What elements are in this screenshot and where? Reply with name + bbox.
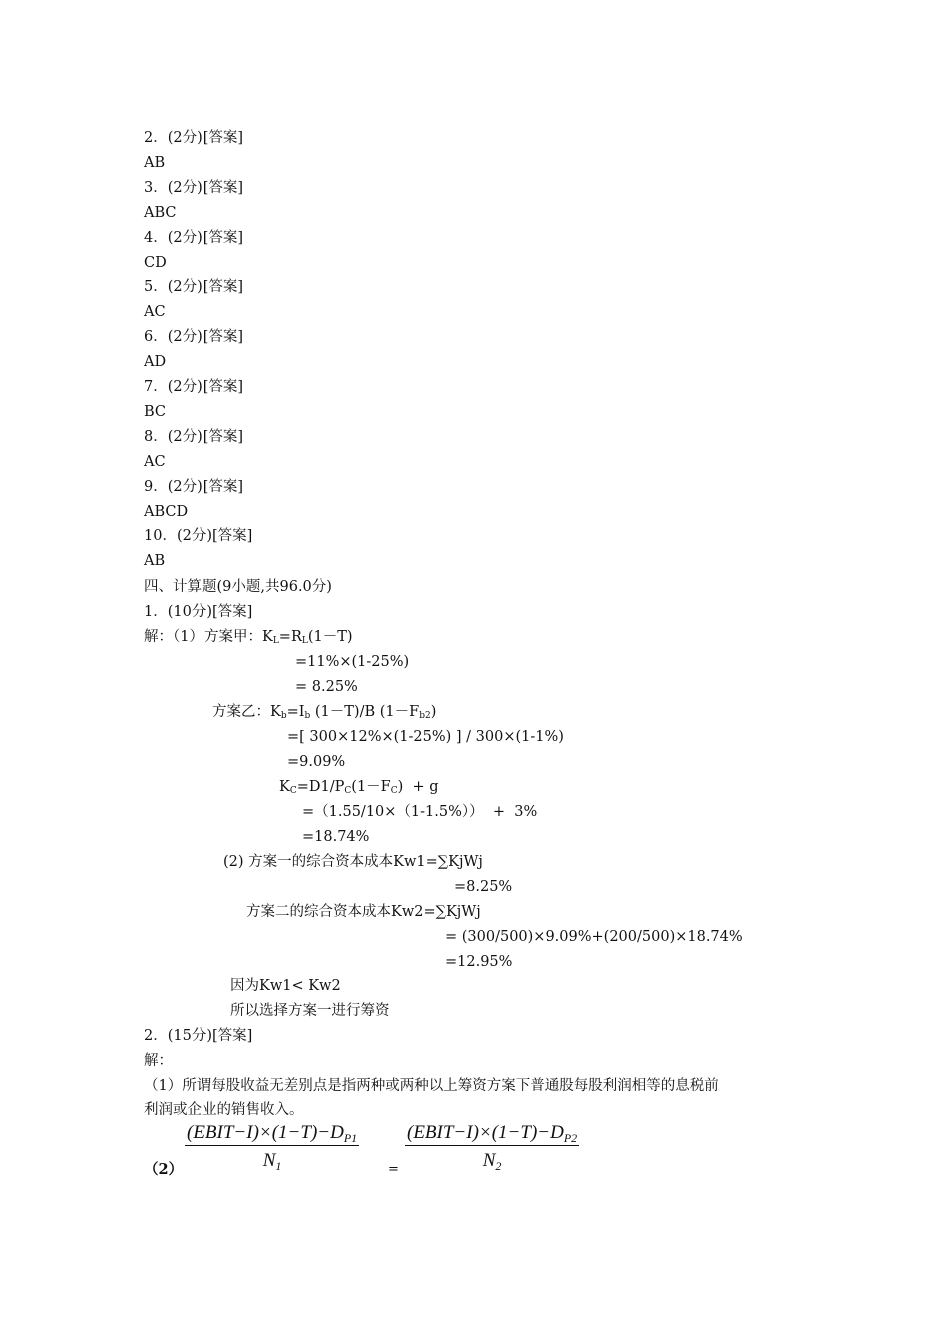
answer-value: AC [144,304,166,321]
formula-line: = 8.25% [295,679,358,695]
numerator [405,1121,579,1146]
text: 方案乙：K [212,704,281,720]
question-header: 1．(10分)[答案] [144,604,253,620]
answer-value: AC [144,453,166,470]
subscript: L [301,636,308,646]
text: =D1/P [296,779,345,795]
text: (1－T) [307,629,353,645]
numerator [185,1121,359,1146]
subscript: P1 [343,1131,358,1145]
subscript: b [280,711,287,721]
paragraph-line: （1）所谓每股收益无差别点是指两种或两种以上筹资方案下普通股每股利润相等的息税前 [144,1078,719,1094]
answer-header: 3．(2分)[答案] [144,179,244,196]
text: ) [430,704,437,720]
text: 解：（1）方案甲：K [144,629,273,645]
subscript: C [344,786,352,796]
denominator [185,1146,359,1176]
fraction-p2 [405,1121,579,1176]
subscript: C [390,786,398,796]
subscript: b [304,711,311,721]
text: N [262,1150,276,1171]
answer-value: CD [144,254,167,271]
formula-line: =11%×(1-25%) [295,654,410,670]
formula-line: =（1.55/10×（1-1.5%）） + 3% [302,804,538,820]
formula-line: =9.09% [287,754,346,770]
text-line: 解： [144,1053,173,1069]
fraction-p1 [185,1121,359,1176]
formula-line [212,703,436,721]
formula-line: (2) 方案一的综合资本成本Kw1=∑KjWj [223,854,483,870]
formula-line: =[ 300×12%×(1-25%) ] / 300×(1-1%) [287,729,564,745]
answer-header: 6．(2分)[答案] [144,329,244,346]
answer-value: ABC [144,204,177,221]
formula-line: =8.25% [454,879,513,895]
answer-header: 4．(2分)[答案] [144,229,244,246]
subscript: C [289,786,297,796]
answer-header: 10．(2分)[答案] [144,528,253,545]
denominator [405,1146,579,1176]
text: (EBIT−I)×(1−T)−D [407,1122,564,1143]
formula-line [144,628,353,646]
answer-value: AB [144,553,166,570]
answer-header: 7．(2分)[答案] [144,379,244,395]
text: =I [286,704,305,720]
equals-sign: = [388,1162,399,1177]
formula-line: = (300/500)×9.09%+(200/500)×18.74% [445,929,743,945]
subscript: L [272,636,279,646]
text: ) + g [397,779,439,795]
subscript: P2 [563,1131,578,1145]
answer-header: 2．(2分)[答案] [144,130,244,146]
paragraph-line: 利润或企业的销售收入。 [144,1102,304,1118]
text: K [279,779,290,795]
text: (1－T)/B (1－F [310,704,420,720]
answer-header: 5．(2分)[答案] [144,279,244,296]
subscript: 2 [495,1159,502,1173]
formula-line: 方案二的综合资本成本Kw2=∑KjWj [246,904,481,920]
question-header: 2．(15分)[答案] [144,1028,253,1044]
section-heading: 四、计算题(9小题,共96.0分) [144,579,332,595]
answer-value: ABCD [144,503,189,520]
answer-header: 8．(2分)[答案] [144,428,244,445]
answer-value: BC [144,404,167,420]
subscript: 1 [275,1159,282,1173]
text: =R [278,629,302,645]
text: N [482,1150,496,1171]
text-line: 所以选择方案一进行筹资 [230,1003,390,1019]
formula-line: =18.74% [302,829,370,845]
text: (EBIT−I)×(1−T)−D [187,1122,344,1143]
answer-value: AD [144,354,167,371]
text-line: 因为Kw1< Kw2 [230,978,341,994]
item-label: （2） [144,1161,184,1178]
answer-header: 9．(2分)[答案] [144,478,244,495]
formula-line [279,778,439,796]
formula-line: =12.95% [445,954,513,970]
text: (1－F [351,779,391,795]
subscript: b2 [419,711,431,721]
answer-value: AB [144,155,166,171]
